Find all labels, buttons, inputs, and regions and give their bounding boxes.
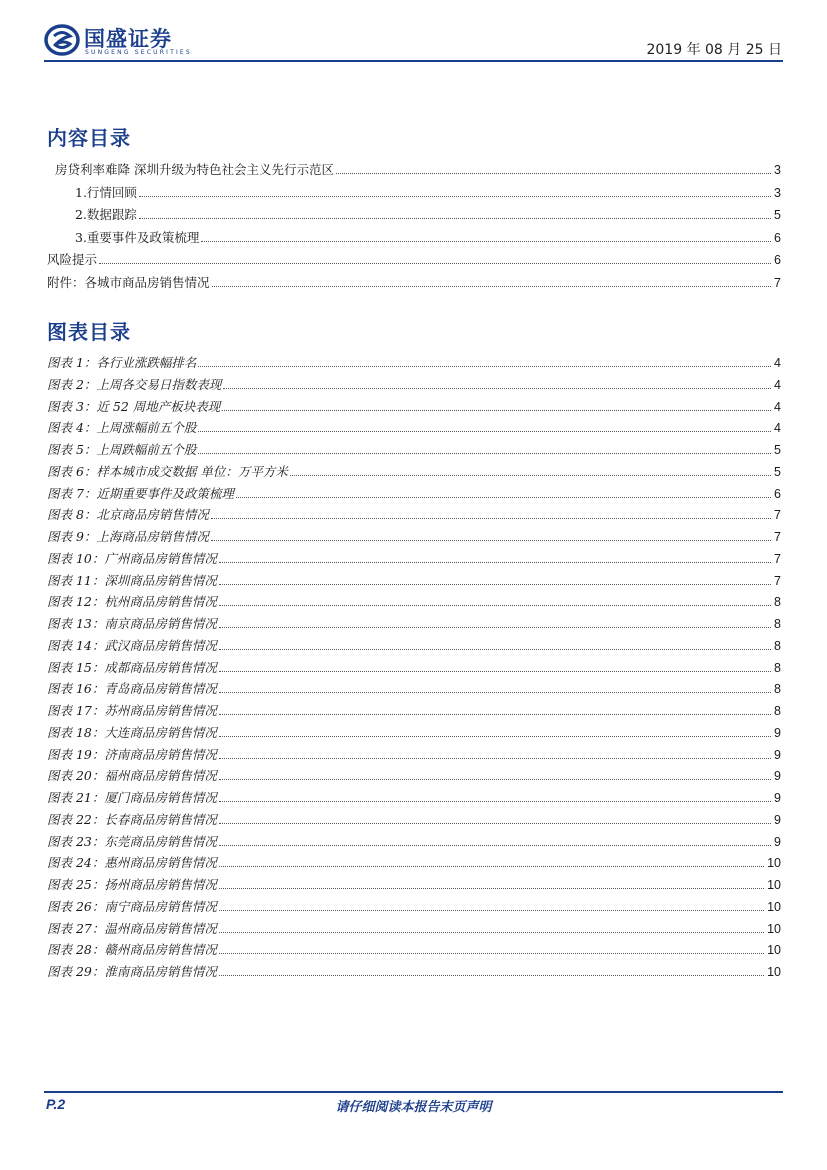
toc-entry-page[interactable]: 6 [774, 230, 781, 245]
toc-entry-label[interactable]: 房贷利率难降 深圳升级为特色社会主义先行示范区 [55, 162, 334, 177]
figure-toc-entry[interactable] [47, 808, 781, 828]
figure-toc-entry-label[interactable]: 图表 4：上周涨幅前五个股 [47, 420, 197, 436]
toc-entry-page[interactable]: 5 [774, 208, 781, 223]
dot-leader [236, 497, 771, 498]
dot-leader [99, 263, 771, 264]
figure-toc-entry[interactable] [47, 482, 781, 502]
toc-entry[interactable] [47, 181, 781, 201]
dot-leader [219, 627, 771, 628]
dot-leader [219, 801, 771, 802]
figure-toc-entry-label[interactable]: 图表 3：近 52 周地产板块表现 [47, 398, 221, 414]
figure-toc-entry-page[interactable]: 7 [774, 530, 781, 544]
figure-toc-entry[interactable] [47, 569, 781, 589]
toc-entry-page[interactable]: 3 [774, 163, 781, 177]
figure-toc-entry-page[interactable]: 10 [767, 899, 781, 914]
figure-toc-entry[interactable] [47, 416, 781, 436]
figure-toc-entry[interactable] [47, 503, 781, 523]
content-toc-title: 内容目录 [47, 126, 131, 150]
figure-toc-entry-label[interactable]: 图表 11：深圳商品房销售情况 [47, 572, 217, 588]
dot-leader [219, 714, 771, 715]
figure-toc-entry-label[interactable]: 图表 22：长春商品房销售情况 [47, 811, 217, 827]
figure-toc-entry-page[interactable]: 8 [774, 704, 781, 718]
dot-leader [219, 888, 764, 889]
figure-toc-entry[interactable] [47, 656, 781, 676]
figure-toc-entry-page[interactable]: 7 [774, 573, 781, 588]
dot-leader [139, 196, 771, 197]
figure-toc-entry-label[interactable]: 图表 26：南宁商品房销售情况 [47, 898, 217, 914]
figure-toc-entry-page[interactable]: 9 [774, 834, 781, 849]
dot-leader [198, 431, 771, 432]
dot-leader [219, 562, 771, 563]
dot-leader [212, 286, 772, 287]
figure-toc-entry-page[interactable]: 8 [774, 617, 781, 631]
figure-toc-entry-page[interactable]: 5 [774, 464, 781, 479]
figure-toc-entry[interactable] [47, 634, 781, 654]
company-logo-icon [44, 24, 80, 56]
dot-leader [219, 649, 771, 650]
toc-entry-label[interactable]: 1.行情回顾 [75, 184, 137, 200]
figure-toc-entry[interactable] [47, 764, 781, 784]
figure-toc-entry-page[interactable]: 10 [767, 943, 781, 958]
dot-leader [201, 241, 771, 242]
figure-toc-entry-page[interactable]: 9 [774, 725, 781, 740]
figure-toc-entry-label[interactable]: 图表 20：福州商品房销售情况 [47, 768, 217, 784]
figure-toc-entry[interactable] [47, 938, 781, 958]
figure-toc-entry[interactable] [47, 395, 781, 415]
figure-toc-entry-page[interactable]: 8 [774, 595, 781, 610]
figure-toc-entry-label[interactable]: 图表 10：广州商品房销售情况 [47, 550, 217, 566]
dot-leader [290, 475, 771, 476]
dot-leader [219, 910, 764, 911]
dot-leader [219, 736, 771, 737]
figure-toc-entry-page[interactable]: 10 [767, 921, 781, 936]
toc-entry[interactable] [47, 271, 781, 291]
figure-toc-entry-page[interactable]: 9 [774, 791, 781, 805]
figure-toc-entry-label[interactable]: 图表 27：温州商品房销售情况 [47, 920, 217, 936]
dot-leader [211, 518, 771, 519]
figure-toc-entry[interactable] [47, 873, 781, 893]
figure-toc-entry-label[interactable]: 图表 28：赣州商品房销售情况 [47, 942, 217, 958]
figure-toc-entry[interactable] [47, 612, 781, 632]
figure-toc-entry-page[interactable]: 10 [767, 856, 781, 871]
dot-leader [219, 584, 771, 585]
figure-toc-entry-label[interactable]: 图表 1：各行业涨跌幅排名 [47, 355, 197, 370]
figure-toc-title: 图表目录 [47, 320, 131, 344]
figure-toc-entry-page[interactable]: 9 [774, 812, 781, 827]
figure-toc-entry-page[interactable]: 4 [774, 377, 781, 392]
figure-toc-entry-label[interactable]: 图表 6：样本城市成交数据 单位：万平方米 [47, 463, 288, 479]
figure-toc-entry-page[interactable]: 9 [774, 747, 781, 762]
figure-toc-entry[interactable] [47, 917, 781, 937]
figure-toc-entry[interactable] [47, 351, 781, 371]
toc-entry-label[interactable]: 2.数据跟踪 [75, 207, 137, 223]
dot-leader [219, 953, 764, 954]
brand-name: 国盛证券 [84, 27, 172, 51]
dot-leader [139, 218, 771, 219]
footer-divider [44, 1091, 783, 1093]
figure-toc-entry[interactable] [47, 786, 781, 806]
dot-leader [219, 866, 764, 867]
figure-toc-entry-label[interactable]: 图表 18：大连商品房销售情况 [47, 724, 217, 740]
figure-toc-entry-page[interactable]: 10 [767, 965, 781, 979]
figure-toc-entry-label[interactable]: 图表 23：东莞商品房销售情况 [47, 833, 217, 849]
figure-toc-entry-label[interactable]: 图表 2：上周各交易日指数表现 [47, 376, 222, 392]
dot-leader [219, 975, 764, 976]
figure-toc-entry-label[interactable]: 图表 5：上周跌幅前五个股 [47, 442, 197, 457]
figure-toc-entry-page[interactable]: 9 [774, 769, 781, 784]
figure-toc-entry-label[interactable]: 图表 24：惠州商品房销售情况 [47, 855, 217, 871]
figure-toc-entry-label[interactable]: 图表 7：近期重要事件及政策梳理 [47, 485, 234, 501]
dot-leader [219, 779, 771, 780]
figure-toc-entry[interactable] [47, 438, 781, 458]
figure-toc-entry[interactable] [47, 743, 781, 763]
figure-toc-entry-page[interactable]: 6 [774, 486, 781, 501]
figure-toc-entry-page[interactable]: 4 [774, 399, 781, 414]
dot-leader [223, 388, 771, 389]
figure-toc-entry-label[interactable]: 图表 12：杭州商品房销售情况 [47, 594, 217, 610]
toc-entry-label[interactable]: 风险提示 [47, 252, 98, 268]
figure-toc-entry-label[interactable]: 图表 19：济南商品房销售情况 [47, 746, 217, 762]
page-header [44, 22, 784, 62]
page-number: P.2 [46, 1096, 66, 1112]
toc-entry-page[interactable]: 7 [774, 276, 781, 290]
figure-toc-entry-label[interactable]: 图表 14：武汉商品房销售情况 [47, 637, 217, 653]
dot-leader [219, 823, 771, 824]
figure-toc-entry[interactable] [47, 851, 781, 871]
dot-leader [198, 366, 771, 367]
figure-toc-entry-page[interactable]: 4 [774, 356, 781, 370]
toc-entry[interactable] [47, 158, 781, 178]
dot-leader [219, 671, 771, 672]
figure-toc-entry-label[interactable]: 图表 9：上海商品房销售情况 [47, 529, 209, 544]
figure-toc-entry-page[interactable]: 8 [774, 660, 781, 675]
brand-subtitle: SUNGENG SECURITIES [85, 49, 192, 56]
toc-entry-label[interactable]: 3.重要事件及政策梳理 [75, 229, 200, 245]
figure-toc-entry-page[interactable]: 5 [774, 443, 781, 457]
figure-toc-entry-page[interactable]: 4 [774, 421, 781, 436]
report-date: 2019 年 08 月 25 日 [646, 42, 782, 58]
figure-toc-entry-label[interactable]: 图表 29：淮南商品房销售情况 [47, 964, 217, 979]
dot-leader [219, 605, 771, 606]
figure-toc-entry-label[interactable]: 图表 17：苏州商品房销售情况 [47, 703, 217, 718]
figure-toc-entry-page[interactable]: 8 [774, 638, 781, 653]
figure-toc-entry-label[interactable]: 图表 25：扬州商品房销售情况 [47, 877, 217, 892]
figure-toc-entry-page[interactable]: 8 [774, 682, 781, 697]
toc-entry-page[interactable]: 6 [774, 253, 781, 268]
toc-entry-page[interactable]: 3 [774, 185, 781, 200]
toc-entry[interactable] [47, 203, 781, 223]
dot-leader [211, 540, 771, 541]
figure-toc-entry[interactable] [47, 460, 781, 480]
toc-entry[interactable] [47, 248, 781, 268]
figure-toc-entry-label[interactable]: 图表 21：厦门商品房销售情况 [47, 790, 217, 805]
figure-toc-entry[interactable] [47, 960, 781, 980]
dot-leader [222, 410, 771, 411]
figure-toc-entry-page[interactable]: 7 [774, 551, 781, 566]
toc-entry[interactable] [47, 226, 781, 246]
figure-toc-entry[interactable] [47, 699, 781, 719]
figure-toc-entry[interactable] [47, 721, 781, 741]
figure-toc-entry[interactable] [47, 525, 781, 545]
dot-leader [219, 932, 764, 933]
figure-toc-entry[interactable] [47, 547, 781, 567]
disclaimer-note: 请仔细阅读本报告末页声明 [335, 1100, 492, 1115]
dot-leader [219, 758, 771, 759]
header-divider [44, 60, 783, 62]
dot-leader [219, 845, 771, 846]
figure-toc-entry-page[interactable]: 7 [774, 508, 781, 523]
figure-toc-entry-label[interactable]: 图表 15：成都商品房销售情况 [47, 659, 217, 675]
figure-toc-entry-page[interactable]: 10 [767, 878, 781, 892]
dot-leader [336, 173, 771, 174]
dot-leader [219, 692, 771, 693]
toc-entry-label[interactable]: 附件：各城市商品房销售情况 [47, 275, 210, 290]
figure-toc-entry-label[interactable]: 图表 13：南京商品房销售情况 [47, 616, 217, 631]
dot-leader [198, 453, 771, 454]
figure-toc-entry[interactable] [47, 373, 781, 393]
figure-toc-entry-label[interactable]: 图表 8：北京商品房销售情况 [47, 507, 209, 523]
figure-toc-entry[interactable] [47, 677, 781, 697]
figure-toc-entry[interactable] [47, 895, 781, 915]
figure-toc-entry-label[interactable]: 图表 16：青岛商品房销售情况 [47, 681, 217, 697]
figure-toc-entry[interactable] [47, 590, 781, 610]
figure-toc-entry[interactable] [47, 830, 781, 850]
